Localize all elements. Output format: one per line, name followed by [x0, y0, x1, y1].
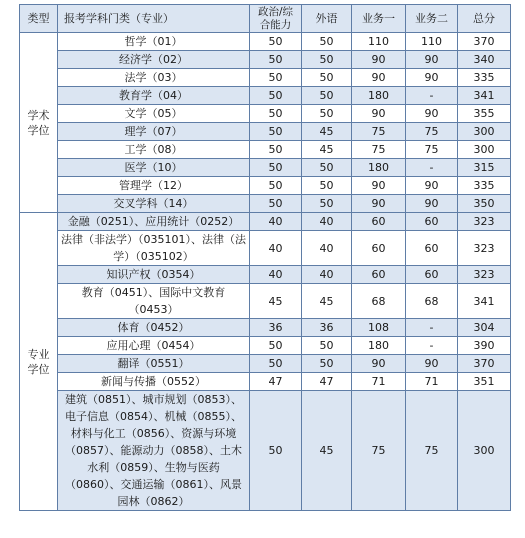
category-label: 学术学位: [27, 108, 50, 137]
total-cell: 300: [458, 141, 511, 159]
course1-cell: 90: [352, 51, 406, 69]
category-label: 专业学位: [27, 347, 50, 376]
header-subject: 报考学科门类（专业）: [58, 5, 250, 33]
table-row: [20, 123, 511, 141]
category-academic: [20, 33, 58, 213]
total-cell: 341: [458, 284, 511, 319]
table-row: [20, 213, 511, 231]
course2-cell: -: [406, 87, 458, 105]
subject-cell: 金融（0251）、应用统计（0252）: [58, 213, 250, 231]
total-cell: 350: [458, 195, 511, 213]
course2-cell: 90: [406, 195, 458, 213]
subject-cell: 体育（0452）: [58, 319, 250, 337]
subject-cell: 应用心理（0454）: [58, 337, 250, 355]
course1-cell: 60: [352, 213, 406, 231]
header-row: [20, 5, 511, 33]
politics-cell: 50: [250, 355, 302, 373]
politics-cell: 47: [250, 373, 302, 391]
course1-cell: 180: [352, 337, 406, 355]
course2-cell: 75: [406, 123, 458, 141]
politics-cell: 40: [250, 231, 302, 266]
foreign-cell: 50: [302, 33, 352, 51]
subject-cell: 教育学（04）: [58, 87, 250, 105]
foreign-cell: 45: [302, 123, 352, 141]
foreign-cell: 45: [302, 284, 352, 319]
total-cell: 341: [458, 87, 511, 105]
subject-cell: 理学（07）: [58, 123, 250, 141]
subject-cell: 新闻与传播（0552）: [58, 373, 250, 391]
politics-cell: 45: [250, 284, 302, 319]
course2-cell: 110: [406, 33, 458, 51]
total-cell: 300: [458, 391, 511, 511]
subject-cell: 管理学（12）: [58, 177, 250, 195]
subject-cell: 法律（非法学）（035101）、法律（法学）（035102）: [58, 231, 250, 266]
total-cell: 323: [458, 213, 511, 231]
politics-cell: 50: [250, 87, 302, 105]
total-cell: 370: [458, 33, 511, 51]
table-row: [20, 177, 511, 195]
header-type: 类型: [20, 5, 58, 33]
politics-cell: 50: [250, 33, 302, 51]
course2-cell: -: [406, 337, 458, 355]
subject-cell: 交叉学科（14）: [58, 195, 250, 213]
course2-cell: 60: [406, 266, 458, 284]
table-row: [20, 87, 511, 105]
header-politics: 政治/综合能力: [250, 5, 302, 33]
foreign-cell: 50: [302, 105, 352, 123]
total-cell: 340: [458, 51, 511, 69]
table-row: [20, 319, 511, 337]
course1-cell: 90: [352, 105, 406, 123]
course2-cell: 68: [406, 284, 458, 319]
total-cell: 300: [458, 123, 511, 141]
course1-cell: 90: [352, 195, 406, 213]
politics-cell: 50: [250, 177, 302, 195]
foreign-cell: 40: [302, 266, 352, 284]
course1-cell: 75: [352, 141, 406, 159]
politics-cell: 40: [250, 213, 302, 231]
total-cell: 323: [458, 231, 511, 266]
foreign-cell: 50: [302, 177, 352, 195]
foreign-cell: 45: [302, 141, 352, 159]
politics-cell: 50: [250, 195, 302, 213]
course1-cell: 90: [352, 355, 406, 373]
total-cell: 335: [458, 69, 511, 87]
total-cell: 304: [458, 319, 511, 337]
course2-cell: 60: [406, 231, 458, 266]
subject-cell: 教育（0451）、国际中文教育（0453）: [58, 284, 250, 319]
course2-cell: 90: [406, 69, 458, 87]
course1-cell: 90: [352, 177, 406, 195]
header-foreign: 外语: [302, 5, 352, 33]
foreign-cell: 50: [302, 87, 352, 105]
subject-cell: 翻译（0551）: [58, 355, 250, 373]
table-row: [20, 284, 511, 319]
foreign-cell: 50: [302, 355, 352, 373]
subject-cell: 法学（03）: [58, 69, 250, 87]
foreign-cell: 50: [302, 337, 352, 355]
subject-cell: 建筑（0851）、城市规划（0853）、电子信息（0854）、机械（0855）、材料与化工（0856）、资源与环境（0857）、能源动力（0858）、土木水利（0859）、生物与医药（0860）、交通运输（0861）、风景园林（0862）: [58, 391, 250, 511]
politics-cell: 50: [250, 51, 302, 69]
foreign-cell: 36: [302, 319, 352, 337]
total-cell: 335: [458, 177, 511, 195]
politics-cell: 50: [250, 141, 302, 159]
table-row: [20, 159, 511, 177]
politics-cell: 50: [250, 159, 302, 177]
course1-cell: 60: [352, 231, 406, 266]
table-row: [20, 231, 511, 266]
course1-cell: 75: [352, 391, 406, 511]
course2-cell: 60: [406, 213, 458, 231]
table-row: [20, 355, 511, 373]
course1-cell: 68: [352, 284, 406, 319]
course2-cell: 90: [406, 355, 458, 373]
total-cell: 351: [458, 373, 511, 391]
foreign-cell: 50: [302, 51, 352, 69]
subject-cell: 工学（08）: [58, 141, 250, 159]
total-cell: 355: [458, 105, 511, 123]
subject-cell: 哲学（01）: [58, 33, 250, 51]
course1-cell: 90: [352, 69, 406, 87]
subject-cell: 知识产权（0354）: [58, 266, 250, 284]
score-table: [19, 4, 511, 511]
header-course1: 业务一: [352, 5, 406, 33]
foreign-cell: 50: [302, 159, 352, 177]
table-row: [20, 337, 511, 355]
politics-cell: 36: [250, 319, 302, 337]
course1-cell: 108: [352, 319, 406, 337]
table-row: [20, 141, 511, 159]
course2-cell: 71: [406, 373, 458, 391]
course1-cell: 60: [352, 266, 406, 284]
politics-cell: 50: [250, 391, 302, 511]
course2-cell: 90: [406, 177, 458, 195]
table-row: [20, 51, 511, 69]
total-cell: 315: [458, 159, 511, 177]
course1-cell: 180: [352, 87, 406, 105]
total-cell: 390: [458, 337, 511, 355]
course2-cell: -: [406, 159, 458, 177]
foreign-cell: 40: [302, 213, 352, 231]
course1-cell: 75: [352, 123, 406, 141]
course1-cell: 71: [352, 373, 406, 391]
course2-cell: 75: [406, 141, 458, 159]
course2-cell: -: [406, 319, 458, 337]
politics-cell: 50: [250, 69, 302, 87]
foreign-cell: 50: [302, 195, 352, 213]
course1-cell: 180: [352, 159, 406, 177]
politics-cell: 50: [250, 337, 302, 355]
table-row: [20, 391, 511, 511]
foreign-cell: 40: [302, 231, 352, 266]
course2-cell: 90: [406, 105, 458, 123]
subject-cell: 医学（10）: [58, 159, 250, 177]
politics-cell: 50: [250, 123, 302, 141]
politics-cell: 50: [250, 105, 302, 123]
politics-cell: 40: [250, 266, 302, 284]
header-course2: 业务二: [406, 5, 458, 33]
table-row: [20, 33, 511, 51]
foreign-cell: 45: [302, 391, 352, 511]
category-professional: [20, 213, 58, 511]
table-row: [20, 266, 511, 284]
subject-cell: 文学（05）: [58, 105, 250, 123]
table-row: [20, 69, 511, 87]
header-total: 总分: [458, 5, 511, 33]
table-row: [20, 373, 511, 391]
subject-cell: 经济学（02）: [58, 51, 250, 69]
total-cell: 323: [458, 266, 511, 284]
course1-cell: 110: [352, 33, 406, 51]
foreign-cell: 47: [302, 373, 352, 391]
course2-cell: 75: [406, 391, 458, 511]
foreign-cell: 50: [302, 69, 352, 87]
course2-cell: 90: [406, 51, 458, 69]
table-row: [20, 105, 511, 123]
table-row: [20, 195, 511, 213]
total-cell: 370: [458, 355, 511, 373]
